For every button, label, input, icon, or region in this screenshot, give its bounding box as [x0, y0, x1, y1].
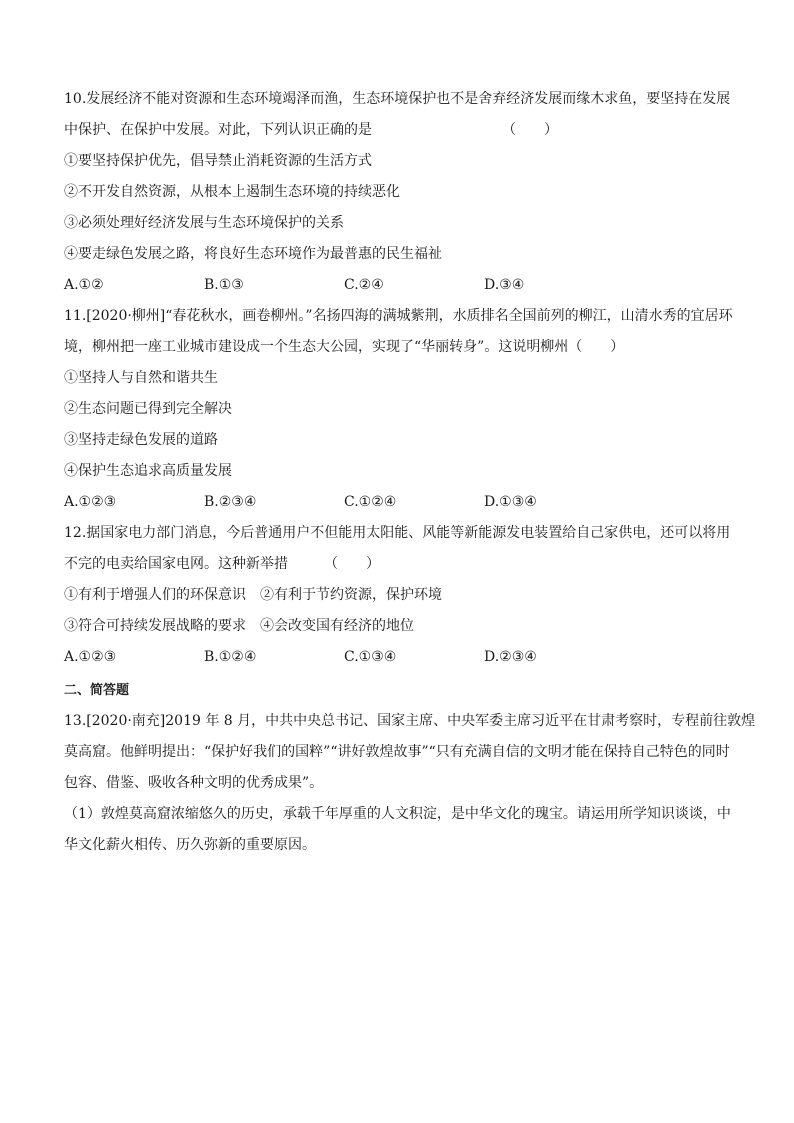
q11-option-d: D.①③④	[484, 494, 537, 510]
q12-option-b: B.①②④	[204, 649, 257, 665]
question-13	[64, 706, 756, 861]
q12-item-2: ③符合可持续发展战略的要求 ④会改变国有经济的地位	[64, 618, 414, 634]
q12-option-d: D.②③④	[484, 649, 537, 665]
question-11	[64, 301, 740, 518]
q10-item-3: ③必须处理好经济发展与生态环境保护的关系	[64, 215, 344, 231]
q13-stem-line-2: 莫高窟。他鲜明提出：“保护好我们的国粹”“讲好敦煌故事”“只有充满自信的文明才能在保持自己特色的同时	[64, 744, 730, 760]
q10-item-2: ②不开发自然资源，从根本上遏制生态环境的持续恶化	[64, 184, 400, 200]
q11-stem-line-1: 11.[2020·柳州]“春花秋水，画卷柳州。”名扬四海的满城紫荆，水质排名全国前列的柳江，山清水秀的宜居环	[64, 308, 733, 324]
q12-options	[64, 642, 740, 673]
q10-item-1: ①要坚持保护优先，倡导禁止消耗资源的生活方式	[64, 153, 372, 169]
q10-option-c: C.②④	[344, 277, 384, 293]
section-title-short-answer: 二、简答题	[64, 683, 130, 698]
q10-option-a: A.①②	[64, 277, 104, 293]
q11-option-c: C.①②④	[344, 494, 397, 510]
q10-stem-line-1: 10.发展经济不能对资源和生态环境竭泽而渔，生态环境保护也不是舍弃经济发展而缘木求鱼，要坚持在发展	[64, 91, 731, 107]
q12-stem-line-1: 12.据国家电力部门消息，今后普通用户不但能用太阳能、风能等新能源发电装置给自己家供电，还可以将用	[64, 525, 731, 541]
q11-option-b: B.②③④	[204, 494, 257, 510]
q11-item-3: ③坚持走绿色发展的道路	[64, 432, 218, 448]
q11-stem-line-2: 境，柳州把一座工业城市建设成一个生态大公园，实现了“华丽转身”。这说明柳州（ ）	[64, 339, 625, 355]
q10-option-d: D.③④	[484, 277, 525, 293]
q10-stem-line-2	[64, 115, 740, 146]
q10-answer-paren: （ ）	[502, 122, 558, 138]
q12-item-1: ①有利于增强人们的环保意识 ②有利于节约资源，保护环境	[64, 587, 442, 603]
q12-stem-line-2	[64, 549, 740, 580]
q13-sub1-line-1: （1）敦煌莫高窟浓缩悠久的历史，承载千年厚重的人文积淀，是中华文化的瑰宝。请运用所学知识谈谈，中	[64, 806, 731, 822]
q10-stem-text: 中保护、在保护中发展。对此，下列认识正确的是	[64, 122, 372, 138]
q11-option-a: A.①②③	[64, 494, 117, 510]
q13-sub1-line-2: 华文化薪火相传、历久弥新的重要原因。	[64, 837, 316, 853]
question-12	[64, 518, 740, 673]
q10-options	[64, 270, 740, 301]
q13-stem-line-3: 包容、借鉴、吸收各种文明的优秀成果”。	[64, 775, 324, 791]
q10-option-b: B.①③	[204, 277, 244, 293]
q11-item-2: ②生态问题已得到完全解决	[64, 401, 232, 417]
q11-options	[64, 487, 740, 518]
q12-answer-paren: （ ）	[324, 556, 380, 572]
q11-item-4: ④保护生态追求高质量发展	[64, 463, 232, 479]
q13-stem-line-1: 13.[2020·南充]2019 年 8 月，中共中央总书记、国家主席、中央军委主席习近平在甘肃考察时，专程前往敦煌	[64, 713, 756, 729]
question-10	[64, 84, 740, 301]
q12-stem-text: 不完的电卖给国家电网。这种新举措	[64, 556, 288, 572]
q11-item-1: ①坚持人与自然和谐共生	[64, 370, 218, 386]
document-page	[64, 84, 756, 861]
q10-item-4: ④要走绿色发展之路，将良好生态环境作为最普惠的民生福祉	[64, 246, 442, 262]
q12-option-a: A.①②③	[64, 649, 117, 665]
q12-option-c: C.①③④	[344, 649, 397, 665]
